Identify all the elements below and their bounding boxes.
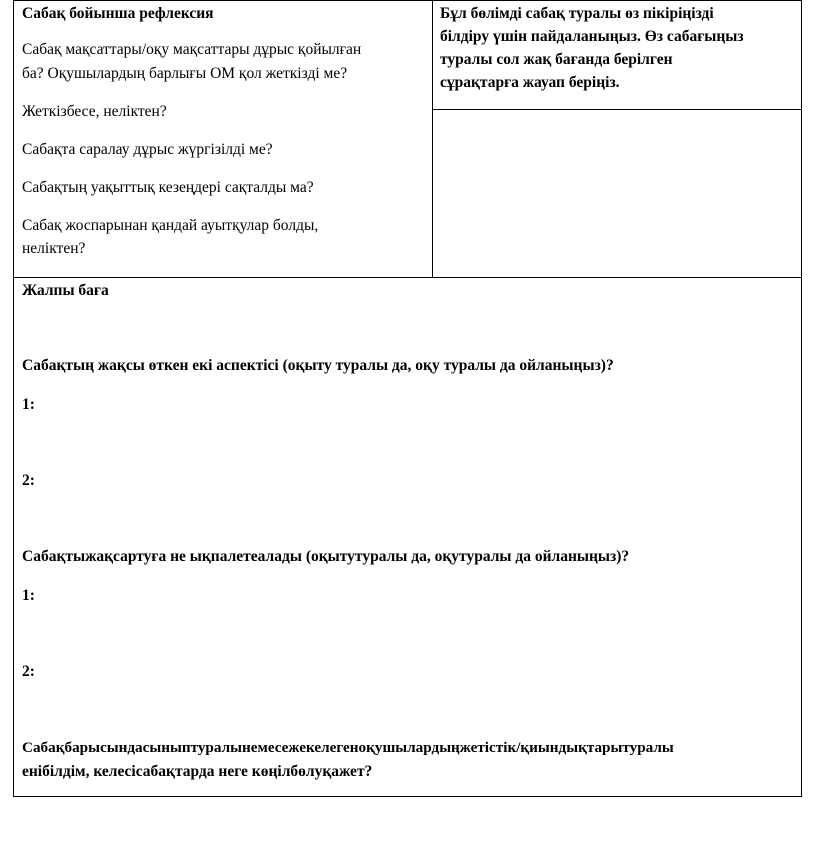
question-good-aspects: Сабақтың жақсы өткен екі аспектісі (оқыту туралы да, оқу туралы да ойланыңыз)?: [22, 357, 614, 374]
question-goals-line2: ба? Оқушылардың барлығы ОМ қол жеткізді ме?: [22, 65, 348, 82]
instruction-line1: Бұл бөлімді сабақ туралы өз пікіріңізді: [440, 5, 714, 22]
good-aspect-1-label: 1:: [22, 396, 35, 413]
reflection-row: [14, 1, 801, 278]
improvement-2-label: 2:: [22, 663, 35, 680]
instruction-line2: білдіру үшін пайдаланыңыз. Өз сабағыңыз: [440, 28, 744, 45]
question-deviations-line1: Сабақ жоспарынан қандай ауытқулар болды,: [22, 217, 319, 234]
improvement-1-label: 1:: [22, 587, 35, 604]
answer-cell: [433, 110, 801, 277]
instruction-line3: туралы сол жақ бағанда берілген: [440, 51, 673, 68]
question-goals-line1: Сабақ мақсаттары/оқу мақсаттары дұрыс қойылған: [22, 41, 362, 58]
question-deviations-line2: неліктен?: [22, 240, 86, 257]
question-improvements: Сабақтыжақсартуға не ықпалетеалады (оқытутуралы да, оқутуралы да ойланыңыз)?: [22, 548, 630, 565]
lesson-reflection-table: [13, 0, 802, 797]
question-learned-line2: енібілдім, келесісабақтарда неге көңілбөлуқажет?: [22, 763, 373, 780]
instruction-line4: сұрақтарға жауап беріңіз.: [440, 74, 620, 91]
question-timing: Сабақтың уақыттық кезеңдері сақталды ма?: [22, 179, 314, 196]
good-aspect-2-label: 2:: [22, 472, 35, 489]
overall-heading: Жалпы баға: [22, 282, 109, 299]
reflection-questions-cell: [14, 1, 433, 277]
reflection-heading: Сабақ бойынша рефлексия: [22, 5, 214, 22]
question-differentiation: Сабақта саралау дұрыс жүргізілді ме?: [22, 141, 273, 158]
question-learned-line1: Сабақбарысындасыныптуралынемесежекелегеноқушылардыңжетістік/қиындықтарытуралы: [22, 739, 674, 756]
question-why-not: Жеткізбесе, неліктен?: [22, 103, 167, 120]
instruction-cell: [433, 1, 801, 110]
